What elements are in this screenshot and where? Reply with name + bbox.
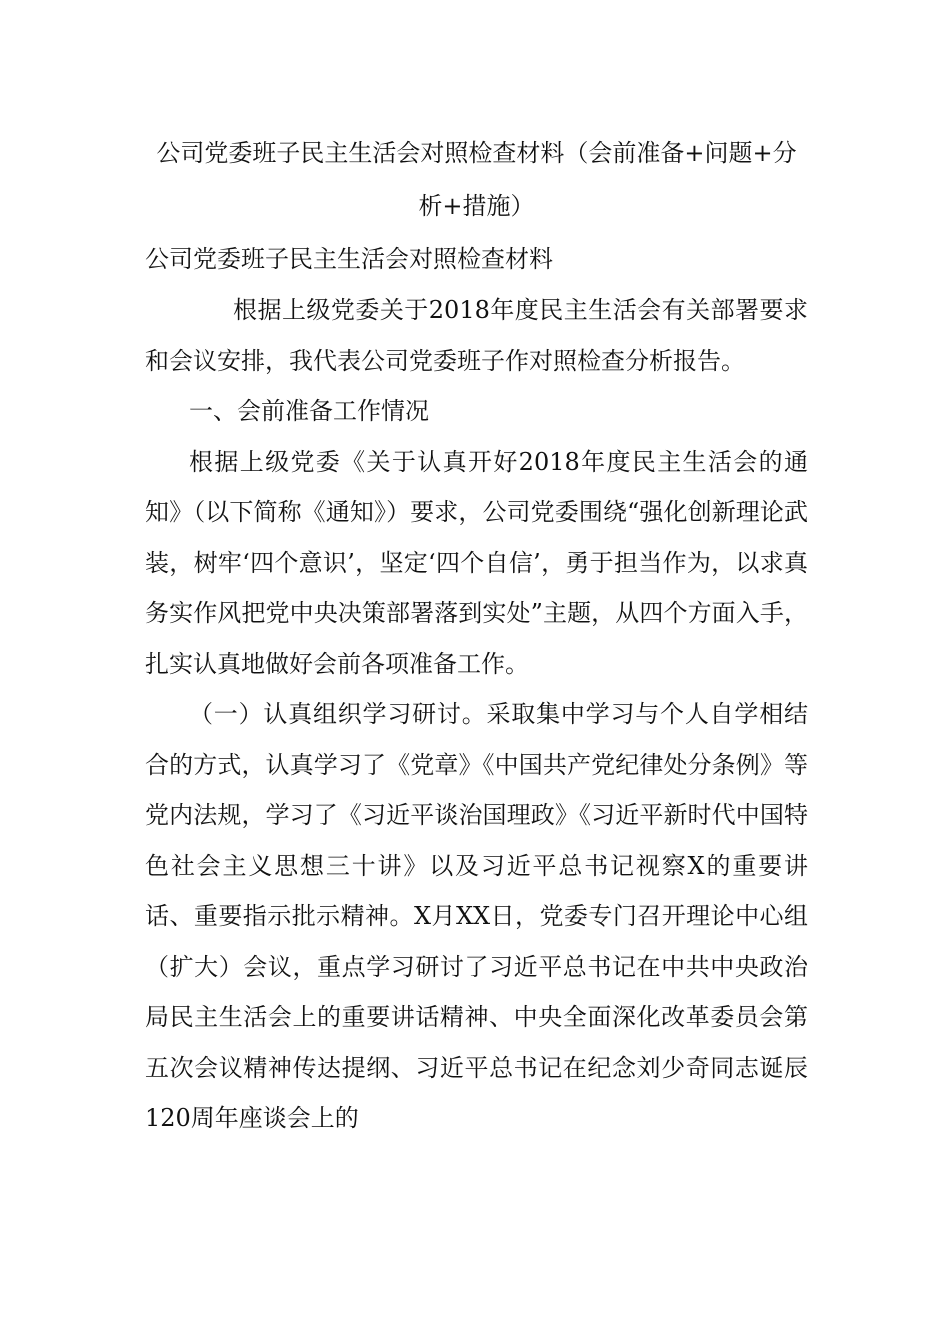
document-page <box>145 127 808 1144</box>
preparation-paragraph: 根据上级党委《关于认真开好2018年度民主生活会的通知》（以下简称《通知》）要求，公司党委围绕“强化创新理论武装，树牢‘四个意识’，坚定‘四个自信’，勇于担当作为，以求真务实作风把党中央决策部署落到实处”主题，从四个方面入手，扎实认真地做好会前各项准备工作。 <box>145 447 808 678</box>
study-paragraph: （一）认真组织学习研讨。采取集中学习与个人自学相结合的方式，认真学习了《党章》《中国共产党纪律处分条例》等党内法规，学习了《习近平谈治国理政》《习近平新时代中国特色社会主义思想三十讲》以及习近平总书记视察X的重要讲话、重要指示批示精神。X月XX日，党委专门召开理论中心组（扩大）会议，重点学习研讨了习近平总书记在中共中央政治局民主生活会上的重要讲话精神、中央全面深化改革委员会第五次会议精神传达提纲、习近平总书记在纪念刘少奇同志诞辰120周年座谈会上的 <box>145 700 808 1132</box>
section-heading-preparation: 一、会前准备工作情况 <box>189 397 429 425</box>
document-subtitle: 公司党委班子民主生活会对照检查材料 <box>145 245 553 273</box>
document-title: 公司党委班子民主生活会对照检查材料（会前准备+问题+分析+措施） <box>156 139 797 220</box>
intro-paragraph: 根据上级党委关于2018年度民主生活会有关部署要求和会议安排，我代表公司党委班子作对照检查分析报告。 <box>145 296 808 375</box>
